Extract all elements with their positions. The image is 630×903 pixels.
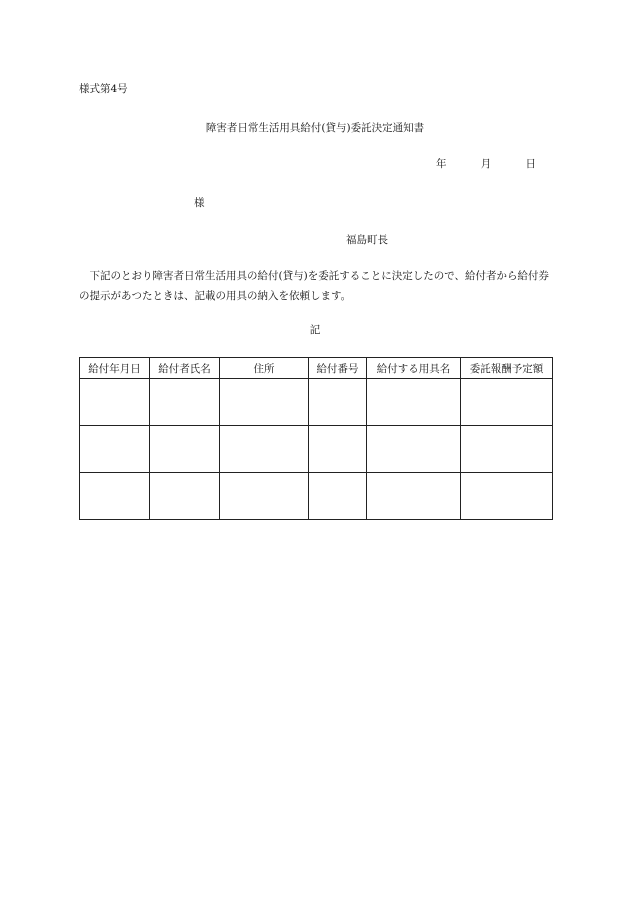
table-cell: [150, 473, 220, 520]
table-cell: [309, 473, 367, 520]
header-cell-address: 住所: [220, 358, 309, 379]
items-table: [79, 357, 553, 520]
document-title: 障害者日常生活用具給付(貸与)委託決定通知書: [205, 122, 425, 134]
table-cell: [367, 473, 461, 520]
table-row: [80, 379, 553, 426]
table-row: [80, 426, 553, 473]
header-cell-equipment: 給付する用具名: [367, 358, 461, 379]
recipient-suffix: 様: [194, 197, 205, 209]
table-cell: [150, 426, 220, 473]
table-cell: [80, 426, 150, 473]
table-cell: [461, 426, 553, 473]
date-month-label: 月: [480, 158, 492, 170]
date-year-label: 年: [436, 158, 447, 170]
table-row: [80, 473, 553, 520]
date-day-label: 日: [525, 158, 536, 170]
table-cell: [150, 379, 220, 426]
table-cell: [309, 379, 367, 426]
form-number: 様式第4号: [79, 83, 128, 95]
table-cell: [461, 473, 553, 520]
table-cell: [309, 426, 367, 473]
date-line: [436, 156, 536, 171]
table-cell: [367, 426, 461, 473]
body-paragraph: 下記のとおり障害者日常生活用具の給付(貸与)を委託することに決定したので、給付者から給付券の提示があつたときは、記載の用具の納入を依頼します。: [79, 270, 549, 302]
header-cell-number: 給付番号: [309, 358, 367, 379]
header-cell-recipient-name: 給付者氏名: [150, 358, 220, 379]
table-cell: [461, 379, 553, 426]
table-header-row: [80, 358, 553, 379]
table-cell: [220, 426, 309, 473]
table-cell: [220, 379, 309, 426]
table-cell: [220, 473, 309, 520]
header-cell-date: 給付年月日: [80, 358, 150, 379]
issuer-name: 福島町長: [346, 234, 388, 246]
ki-heading: 記: [309, 324, 321, 336]
table-cell: [80, 379, 150, 426]
header-cell-fee: 委託報酬予定額: [461, 358, 553, 379]
table-cell: [80, 473, 150, 520]
table-cell: [367, 379, 461, 426]
